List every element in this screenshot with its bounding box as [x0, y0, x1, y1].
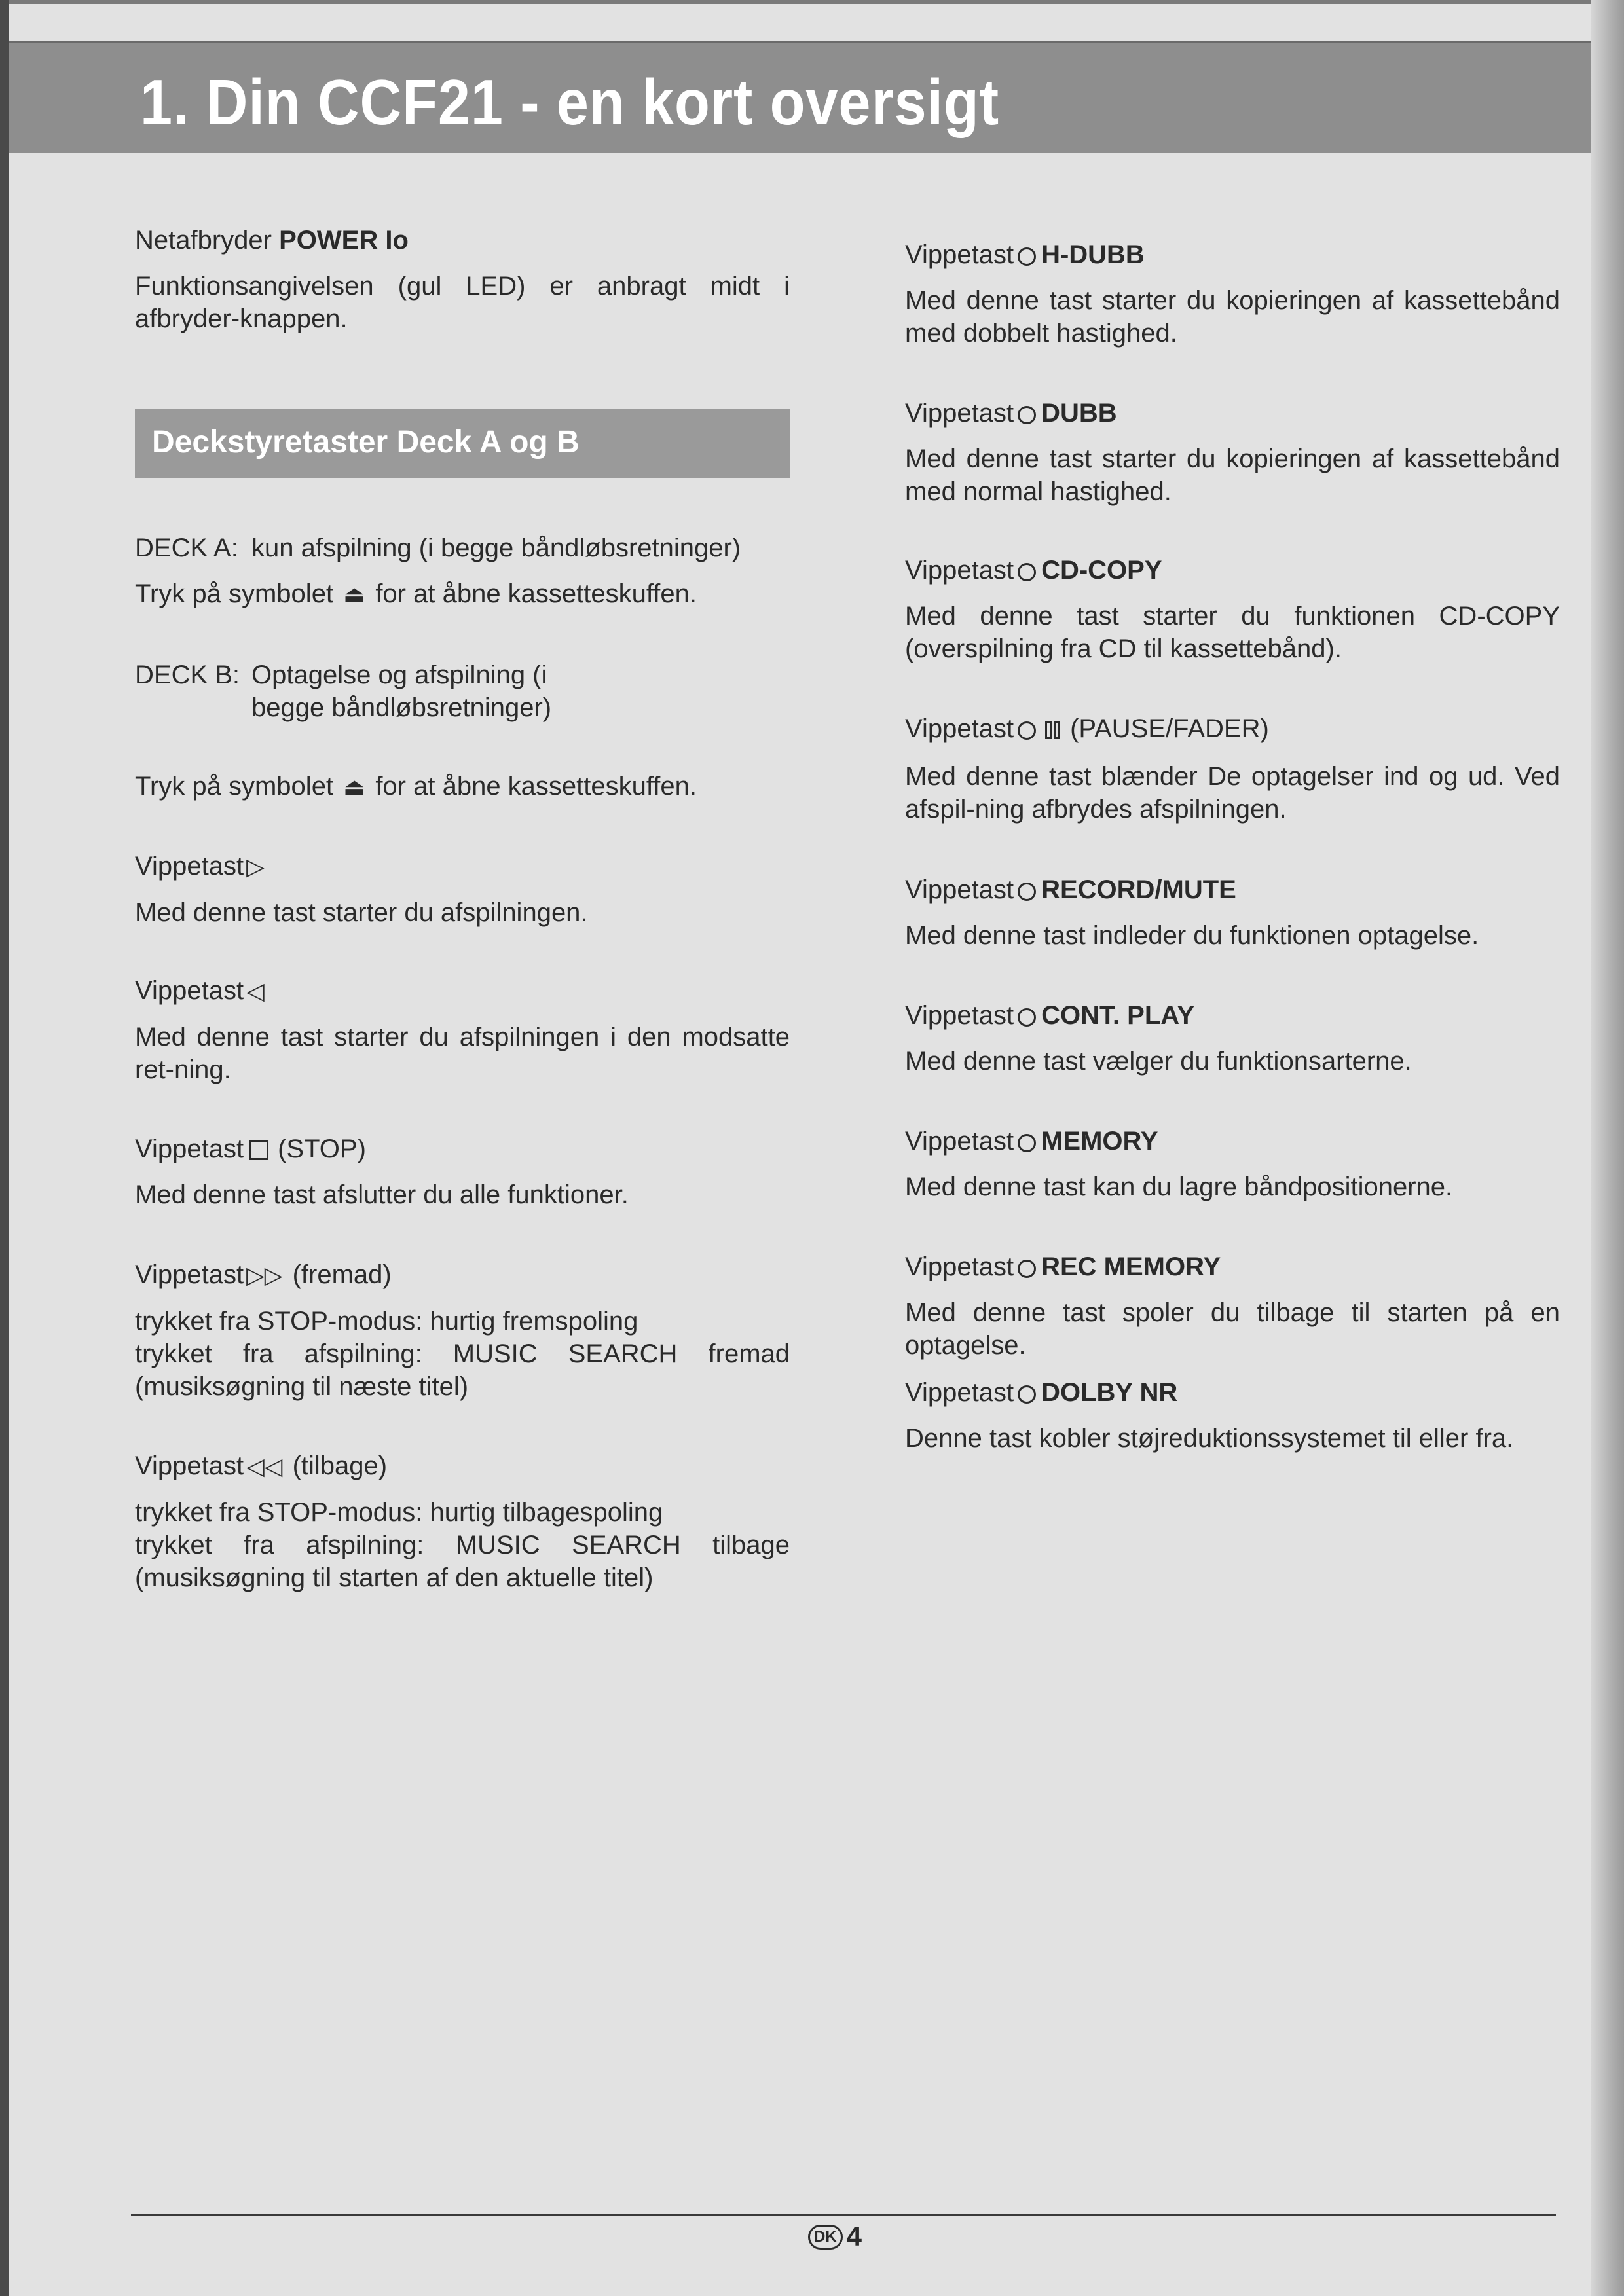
key-dubb-desc: Med denne tast starter du kopieringen af kassettebånd med normal hastighed. — [905, 445, 1560, 506]
circle-key-icon — [1018, 406, 1036, 424]
eject-icon: ⏏ — [343, 773, 366, 800]
power-key-name: POWER I — [279, 226, 393, 255]
eject-note-2-block — [135, 770, 790, 803]
eject-icon: ⏏ — [343, 581, 366, 608]
power-switch-block — [135, 224, 790, 335]
circle-key-icon — [1018, 247, 1036, 266]
key-rewind-desc-1: trykket fra STOP-modus: hurtig tilbagespoling — [135, 1498, 663, 1527]
scan-border-top — [0, 0, 1624, 4]
power-symbol: o — [392, 226, 409, 255]
page-footer — [808, 2221, 862, 2252]
key-play-reverse-desc: Med denne tast starter du afspilningen i den modsatte ret-ning. — [135, 1023, 790, 1084]
key-rec-memory-desc: Med denne tast spoler du tilbage til starten på en optagelse. — [905, 1298, 1560, 1360]
deck-a-row — [135, 532, 790, 564]
key-pause-fader: Vippetast (PAUSE/FADER) Med denne tast blænder De optagelser ind og ud. Ved afspil-ning afbrydes afspilningen. — [905, 712, 1560, 826]
deck-a-text: kun afspilning (i begge båndløbsretninger) — [251, 534, 741, 562]
key-rewind: Vippetast ◁◁ (tilbage) trykket fra STOP-modus: hurtig tilbagespoling trykket fra afspilning: MUSIC SEARCH tilbage (musiksøgning til starten af den aktuelle titel) — [135, 1449, 790, 1594]
deck-b-key: DECK B: — [135, 661, 240, 689]
key-play-forward: Vippetast ▷ Med denne tast starter du afspilningen. — [135, 850, 790, 929]
power-label: Netafbryder POWER Io — [135, 226, 409, 255]
circle-key-icon — [1018, 1385, 1036, 1404]
key-rewind-desc-2: trykket fra afspilning: MUSIC SEARCH tilbage (musiksøgning til starten af den aktuelle titel) — [135, 1531, 790, 1592]
eject-note-2: Tryk på symbolet ⏏ for at åbne kassetteskuffen. — [135, 770, 790, 803]
pause-icon — [1045, 714, 1062, 747]
scan-border-left — [0, 0, 9, 2296]
key-fast-forward-desc-1: trykket fra STOP-modus: hurtig fremspoling — [135, 1307, 638, 1336]
page-title: 1. Din CCF21 - en kort oversigt — [140, 66, 999, 138]
stop-icon — [249, 1140, 268, 1160]
section-heading-bar — [135, 409, 790, 478]
key-memory-desc: Med denne tast kan du lagre båndpositionerne. — [905, 1173, 1453, 1201]
section-heading: Deckstyretaster Deck A og B — [152, 425, 580, 460]
key-record-mute: Vippetast RECORD/MUTE Med denne tast indleder du funktionen optagelse. — [905, 873, 1560, 952]
key-dolby-nr: Vippetast DOLBY NR Denne tast kobler støjreduktionssystemet til eller fra. — [905, 1376, 1560, 1455]
play-reverse-icon: ◁ — [246, 977, 265, 1004]
circle-key-icon — [1018, 563, 1036, 581]
key-fast-forward-desc-2: trykket fra afspilning: MUSIC SEARCH fremad (musiksøgning til næste titel) — [135, 1339, 790, 1401]
key-h-dubb: Vippetast H-DUBB Med denne tast starter du kopieringen af kassettebånd med dobbelt hastighed. — [905, 238, 1560, 350]
key-dubb: Vippetast DUBB Med denne tast starter du kopieringen af kassettebånd med normal hastighed. — [905, 397, 1560, 508]
power-description: Funktionsangivelsen (gul LED) er anbragt midt i afbryder-knappen. — [135, 272, 790, 333]
rewind-icon: ◁◁ — [246, 1453, 283, 1480]
key-cont-play-desc: Med denne tast vælger du funktionsarterne. — [905, 1047, 1412, 1076]
eject-note-1: Tryk på symbolet ⏏ for at åbne kassetteskuffen. — [135, 577, 790, 611]
deck-b-text: Optagelse og afspilning (i begge båndløbsretninger) — [251, 661, 552, 722]
key-h-dubb-desc: Med denne tast starter du kopieringen af kassettebånd med dobbelt hastighed. — [905, 286, 1560, 348]
circle-key-icon — [1018, 1008, 1036, 1027]
key-stop: Vippetast (STOP) Med denne tast afslutter du alle funktioner. — [135, 1133, 790, 1211]
title-bar — [9, 41, 1591, 153]
key-dolby-nr-desc: Denne tast kobler støjreduktionssystemet til eller fra. — [905, 1424, 1514, 1453]
key-cd-copy-desc: Med denne tast starter du funktionen CD-COPY (overspilning fra CD til kassettebånd). — [905, 602, 1560, 663]
deck-a-block — [135, 532, 790, 611]
key-record-mute-desc: Med denne tast indleder du funktionen optagelse. — [905, 921, 1479, 950]
key-rec-memory: Vippetast REC MEMORY Med denne tast spoler du tilbage til starten på en optagelse. — [905, 1250, 1560, 1362]
circle-key-icon — [1018, 1260, 1036, 1278]
circle-key-icon — [1018, 1134, 1036, 1152]
key-cd-copy: Vippetast CD-COPY Med denne tast starter du funktionen CD-COPY (overspilning fra CD til kassettebånd). — [905, 554, 1560, 665]
key-play-reverse: Vippetast ◁ Med denne tast starter du afspilningen i den modsatte ret-ning. — [135, 974, 790, 1086]
key-stop-desc: Med denne tast afslutter du alle funktioner. — [135, 1180, 629, 1209]
circle-key-icon — [1018, 721, 1036, 740]
key-play-forward-desc: Med denne tast starter du afspilningen. — [135, 898, 588, 927]
play-forward-icon: ▷ — [246, 853, 265, 880]
key-cont-play: Vippetast CONT. PLAY Med denne tast vælger du funktionsarterne. — [905, 999, 1560, 1078]
deck-b-block — [135, 659, 790, 724]
page-number: 4 — [846, 2221, 862, 2251]
footer-rule — [131, 2214, 1556, 2216]
fast-forward-icon: ▷▷ — [246, 1262, 283, 1288]
circle-key-icon — [1018, 883, 1036, 901]
key-memory: Vippetast MEMORY Med denne tast kan du lagre båndpositionerne. — [905, 1125, 1560, 1203]
key-pause-fader-desc: Med denne tast blænder De optagelser ind og ud. Ved afspil-ning afbrydes afspilningen. — [905, 762, 1560, 824]
scan-border-right — [1591, 0, 1624, 2296]
deck-b-row — [135, 659, 790, 724]
language-badge: DK — [808, 2225, 843, 2250]
key-fast-forward: Vippetast ▷▷ (fremad) trykket fra STOP-modus: hurtig fremspoling trykket fra afspilning: MUSIC SEARCH fremad (musiksøgning til næste titel) — [135, 1258, 790, 1403]
deck-a-key: DECK A: — [135, 534, 238, 562]
